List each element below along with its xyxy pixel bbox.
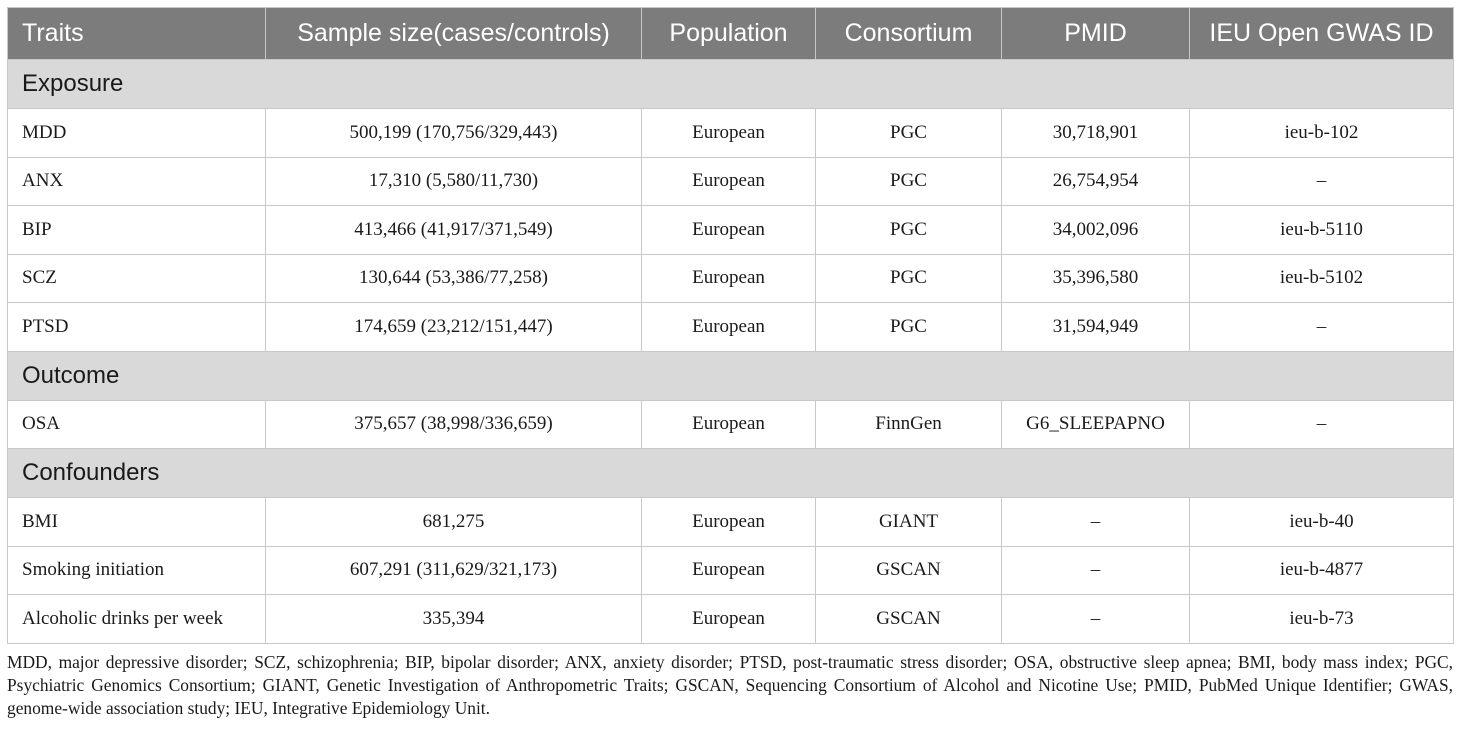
- table-row: [8, 595, 1454, 644]
- section-row-confounders: [8, 449, 1454, 498]
- cell-trait: BIP: [8, 206, 266, 255]
- cell-trait: Smoking initiation: [8, 546, 266, 595]
- cell-population: European: [642, 546, 816, 595]
- table-body: [8, 60, 1454, 644]
- table-row: [8, 109, 1454, 158]
- cell-pmid: 26,754,954: [1002, 157, 1190, 206]
- gwas-data-table: [7, 7, 1454, 644]
- cell-gwas-id: ieu-b-40: [1190, 498, 1454, 547]
- cell-population: European: [642, 254, 816, 303]
- cell-pmid: 30,718,901: [1002, 109, 1190, 158]
- table-row: [8, 498, 1454, 547]
- table-row: [8, 303, 1454, 352]
- cell-trait: ANX: [8, 157, 266, 206]
- header-population: Population: [642, 8, 816, 60]
- header-row: [8, 8, 1454, 60]
- cell-population: European: [642, 206, 816, 255]
- header-consortium: Consortium: [816, 8, 1002, 60]
- header-gwas-id: IEU Open GWAS ID: [1190, 8, 1454, 60]
- table-footnote: MDD, major depressive disorder; SCZ, schizophrenia; BIP, bipolar disorder; ANX, anxiety disorder; PTSD, post-traumatic stress disorder; OSA, obstructive sleep apnea; BMI, body mass index; PGC, Psychiatric Genomics Consortium; GIANT, Genetic Investigation of Anthropometric Traits; GSCAN, Sequencing Consortium of Alcohol and Nicotine Use; PMID, PubMed Unique Identifier; GWAS, genome-wide association study; IEU, Integrative Epidemiology Unit.: [7, 652, 1453, 718]
- cell-pmid: –: [1002, 498, 1190, 547]
- cell-population: European: [642, 157, 816, 206]
- cell-trait: OSA: [8, 400, 266, 449]
- cell-consortium: PGC: [816, 254, 1002, 303]
- section-row-exposure: [8, 60, 1454, 109]
- cell-gwas-id: ieu-b-5102: [1190, 254, 1454, 303]
- cell-population: European: [642, 303, 816, 352]
- section-title: Exposure: [8, 60, 1454, 109]
- table-row: [8, 157, 1454, 206]
- table-row: [8, 546, 1454, 595]
- cell-trait: Alcoholic drinks per week: [8, 595, 266, 644]
- section-row-outcome: [8, 351, 1454, 400]
- cell-sample-size: 500,199 (170,756/329,443): [266, 109, 642, 158]
- cell-consortium: PGC: [816, 303, 1002, 352]
- cell-gwas-id: ieu-b-73: [1190, 595, 1454, 644]
- cell-sample-size: 607,291 (311,629/321,173): [266, 546, 642, 595]
- cell-pmid: 31,594,949: [1002, 303, 1190, 352]
- cell-consortium: GIANT: [816, 498, 1002, 547]
- cell-trait: PTSD: [8, 303, 266, 352]
- header-traits: Traits: [8, 8, 266, 60]
- section-title: Outcome: [8, 351, 1454, 400]
- cell-gwas-id: –: [1190, 303, 1454, 352]
- table-row: [8, 400, 1454, 449]
- cell-sample-size: 335,394: [266, 595, 642, 644]
- cell-sample-size: 17,310 (5,580/11,730): [266, 157, 642, 206]
- cell-population: European: [642, 109, 816, 158]
- cell-population: European: [642, 498, 816, 547]
- cell-trait: BMI: [8, 498, 266, 547]
- cell-pmid: –: [1002, 595, 1190, 644]
- table-header: [8, 8, 1454, 60]
- table-row: [8, 254, 1454, 303]
- section-title: Confounders: [8, 449, 1454, 498]
- cell-trait: SCZ: [8, 254, 266, 303]
- cell-sample-size: 174,659 (23,212/151,447): [266, 303, 642, 352]
- cell-consortium: GSCAN: [816, 595, 1002, 644]
- table-row: [8, 206, 1454, 255]
- cell-gwas-id: –: [1190, 400, 1454, 449]
- cell-pmid: G6_SLEEPAPNO: [1002, 400, 1190, 449]
- cell-gwas-id: ieu-b-5110: [1190, 206, 1454, 255]
- cell-gwas-id: –: [1190, 157, 1454, 206]
- cell-sample-size: 681,275: [266, 498, 642, 547]
- cell-gwas-id: ieu-b-102: [1190, 109, 1454, 158]
- cell-population: European: [642, 400, 816, 449]
- cell-pmid: 34,002,096: [1002, 206, 1190, 255]
- cell-pmid: 35,396,580: [1002, 254, 1190, 303]
- cell-sample-size: 130,644 (53,386/77,258): [266, 254, 642, 303]
- cell-consortium: PGC: [816, 109, 1002, 158]
- cell-pmid: –: [1002, 546, 1190, 595]
- cell-population: European: [642, 595, 816, 644]
- header-pmid: PMID: [1002, 8, 1190, 60]
- cell-trait: MDD: [8, 109, 266, 158]
- cell-consortium: FinnGen: [816, 400, 1002, 449]
- cell-consortium: PGC: [816, 157, 1002, 206]
- header-sample-size: Sample size(cases/controls): [266, 8, 642, 60]
- cell-gwas-id: ieu-b-4877: [1190, 546, 1454, 595]
- cell-sample-size: 413,466 (41,917/371,549): [266, 206, 642, 255]
- cell-sample-size: 375,657 (38,998/336,659): [266, 400, 642, 449]
- cell-consortium: PGC: [816, 206, 1002, 255]
- cell-consortium: GSCAN: [816, 546, 1002, 595]
